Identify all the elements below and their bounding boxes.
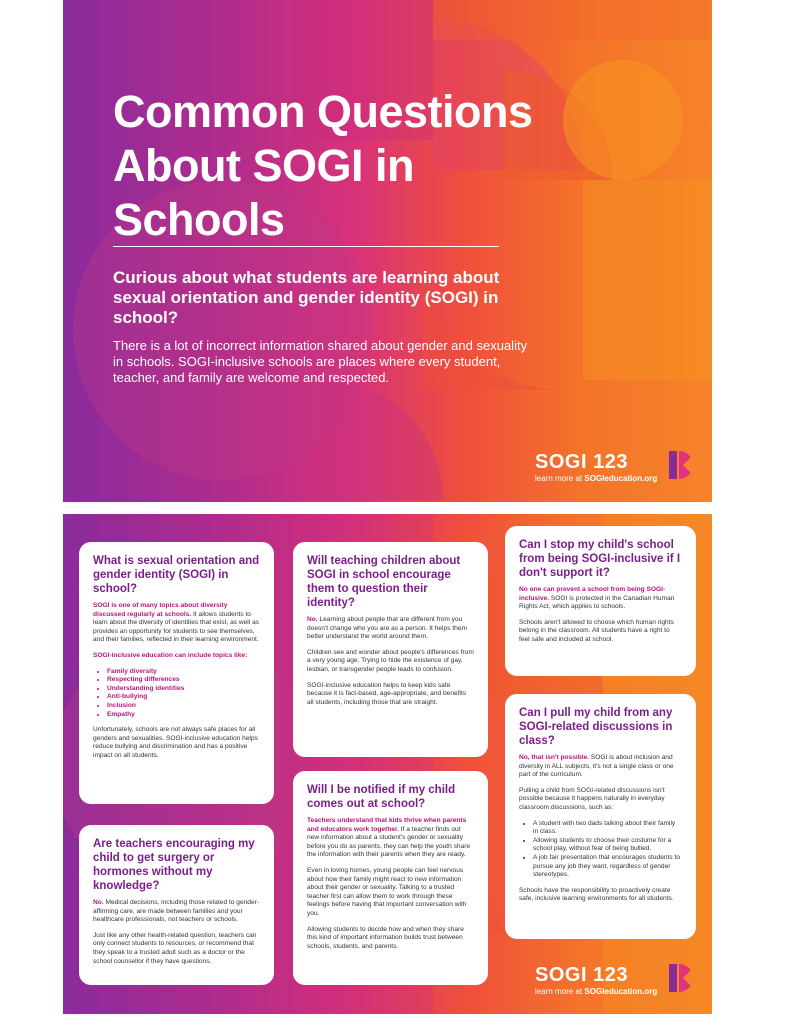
card-paragraph: No one can prevent a school from being SOGI-inclusive. SOGI is protected in the Canadian Human Rights Act, which applies to schools. [519, 586, 675, 611]
examples-list [529, 820, 682, 880]
sogi-logo-mark-icon [669, 964, 695, 992]
card-paragraph: No. Learning about people that are different from you doesn't change who you are as a person. It helps them better understand the world around them. [307, 616, 467, 641]
card-title: Can I pull my child from any SOGI-related discussions in class? [519, 707, 673, 747]
logo-number: 123 [593, 451, 628, 473]
list-item: • Empathy [107, 711, 260, 720]
subtitle: Curious about what students are learning about sexual orientation and gender identity (SOGI) in school? [113, 268, 500, 327]
logo-number: 123 [593, 964, 628, 986]
faq-card-what-is-sogi [79, 542, 274, 804]
brand-block [535, 452, 657, 484]
faq-card-coming-out [293, 771, 488, 985]
list-item: • Inclusion [107, 702, 260, 711]
list-item: • A student with two dads talking about their family in class. [533, 820, 682, 837]
faq-card-pull-child [505, 694, 696, 939]
card-paragraph: Even in loving homes, young people can feel nervous about how their family might react to new information about their gender or sexuality. Talking to a trusted teacher first can allow them to work through these feelings before having that important conversation with you. [307, 866, 467, 917]
card-title: What is sexual orientation and gender identity (SOGI) in school? [93, 555, 260, 595]
faq-card-stop-inclusion [505, 526, 696, 676]
faq-card-surgery-hormones [79, 825, 274, 985]
list-item: • Family diversity [107, 668, 260, 677]
title-divider [113, 246, 499, 247]
background-pattern [63, 0, 712, 502]
card-paragraph: SOGI is one of many topics about diversity discussed regularly at schools. It allows students to learn about the diversity of identities that exist, as well as provides an opportunity for students to see themselves, and their families, reflected in their learning environment. [93, 602, 260, 644]
card-paragraph: SOGI-inclusive education helps to keep kids safe because it is fact-based, age-appropriate, and benefits all students, including those that are straight. [307, 681, 467, 706]
card-title: Can I stop my child's school from being SOGI-inclusive if I don't support it? [519, 539, 681, 579]
list-item: • Understanding identities [107, 685, 260, 694]
learn-more-text: learn more at SOGIeducation.org [535, 987, 658, 996]
card-title: Will teaching children about SOGI in school encourage them to question their identity? [307, 555, 461, 609]
learn-more-text: learn more at SOGIeducation.org [535, 474, 658, 483]
card-paragraph: Schools have the responsibility to proactively create safe, inclusive learning environments for all students. [519, 886, 674, 903]
card-paragraph: Unfortunately, schools are not always safe places for all genders and sexualities. SOGI-inclusive education helps reduce bullying and discrimination and has a positive impact on all students. [93, 726, 258, 759]
card-title: Are teachers encouraging my child to get surgery or hormones without my knowledge? [93, 838, 255, 892]
sogi-logo-mark-icon [669, 451, 695, 479]
card-paragraph: No, that isn't possible. SOGI is about inclusion and diversity in ALL subjects, it's not a single class or one part of the curriculum. [519, 754, 674, 779]
sogi-logo-text [535, 452, 657, 472]
hero-panel [63, 0, 712, 502]
list-item: • Anti-bullying [107, 693, 260, 702]
card-paragraph: No. Medical decisions, including those related to gender-affirming care, are made between families and your healthcare professionals, not teachers or schools. [93, 899, 260, 924]
logo-word: SOGI [535, 451, 588, 473]
page-title: Common Questions About SOGI in Schools [113, 86, 533, 245]
website-link[interactable]: SOGIeducation.org [584, 987, 658, 996]
list-item: • Allowing students to choose their costume for a school play, without fear of being bullied. [533, 837, 682, 854]
card-paragraph: SOGI-inclusive education can include topics like: [93, 651, 248, 659]
sogi-logo-text [535, 965, 657, 985]
card-paragraph: Teachers understand that kids thrive when parents and educators work together. If a teacher finds out new information about a student's gender or sexuality before you do as parents, they can help the youth share the information with their parents when they are ready. [307, 817, 471, 859]
faq-panel [63, 514, 712, 1014]
card-title: Will I be notified if my child comes out at school? [307, 784, 456, 810]
list-item: • A job fair presentation that encourages students to pursue any job they want, regardless of gender stereotypes. [533, 854, 682, 880]
faq-card-question-identity [293, 542, 488, 757]
website-link[interactable]: SOGIeducation.org [584, 474, 658, 483]
intro-text: There is a lot of incorrect information shared about gender and sexuality in schools. SOGI-inclusive schools are places where every student, teacher, and family are welcome and respected. [113, 338, 528, 385]
card-paragraph: Schools aren't allowed to choose which human rights belong in the classroom. All students have a right to feel safe and included at school. [519, 618, 674, 643]
list-item: • Respecting differences [107, 676, 260, 685]
card-paragraph: Allowing students to decide how and when they share this kind of important information builds trust between schools, students, and parents. [307, 925, 464, 950]
card-paragraph: Just like any other health-related question, teachers can only connect students to resources, or recommend that they speak to a trusted adult such as a doctor or the school counsellor if they have questions. [93, 931, 257, 965]
logo-word: SOGI [535, 964, 588, 986]
topics-list [103, 668, 260, 720]
brand-block [535, 965, 657, 997]
card-paragraph: Children see and wonder about people's differences from a very young age. Trying to hide the existence of gay, lesbian, or transgender people leads to confusion. [307, 648, 474, 673]
card-paragraph: Pulling a child from SOGI-related discussions isn't possible because it happens naturally in everyday classroom discussions, such as: [519, 786, 665, 811]
